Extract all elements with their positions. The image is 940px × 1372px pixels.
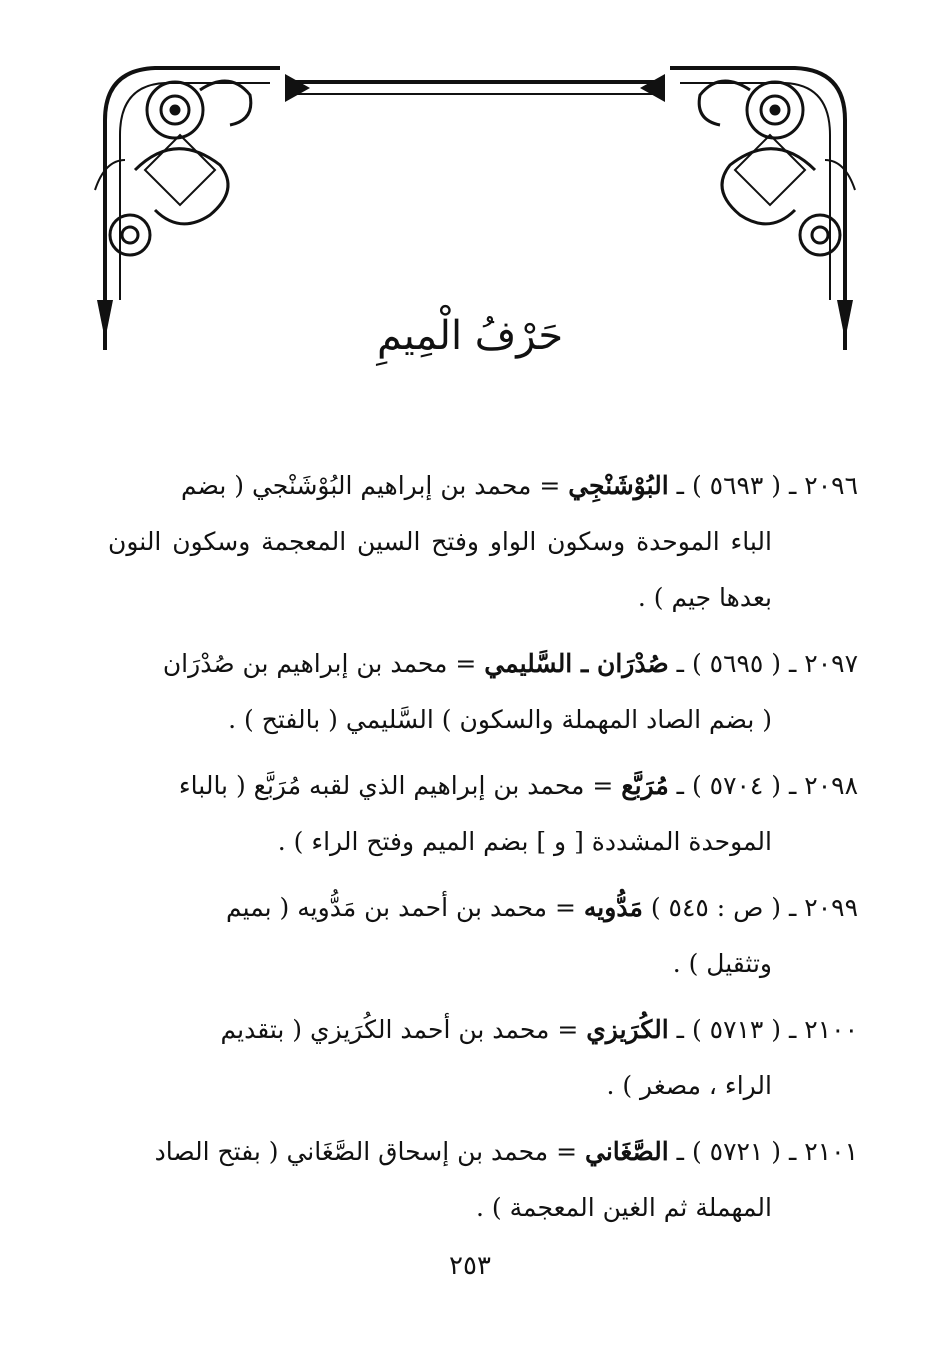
entry-number: ٢٠٩٩ bbox=[804, 893, 858, 922]
entry-keyword: الصَّغَاني bbox=[585, 1137, 669, 1166]
entry-number: ٢٠٩٦ bbox=[804, 471, 858, 500]
entry-2096: ٢٠٩٦ ـ ( ٥٦٩٣ ) ـ البُوْشَنْجِي = محمد بن إبراهيم البُوْشَنْجي ( بضم الباء الموحدة وسكون الواو وفتح السين المعجمة وسكون النون بعدها جيم ) . bbox=[108, 458, 858, 626]
page-number: ٢٥٣ bbox=[449, 1251, 491, 1281]
entry-2101: ٢١٠١ ـ ( ٥٧٢١ ) ـ الصَّغَاني = محمد بن إسحاق الصَّغَاني ( بفتح الصاد المهملة ثم الغين المعجمة ) . bbox=[108, 1124, 858, 1236]
entry-keyword: مَدُّويه bbox=[583, 893, 643, 922]
chapter-title: حَرْفُ الْمِيمِ bbox=[376, 313, 564, 359]
entry-2097: ٢٠٩٧ ـ ( ٥٦٩٥ ) ـ صُدْرَان ـ السَّليمي = محمد بن إبراهيم بن صُدْرَان ( بضم الصاد المهملة والسكون ) السَّليمي ( بالفتح ) . bbox=[108, 636, 858, 748]
entry-continuation: الراء ، مصغر ) . bbox=[606, 1071, 772, 1100]
entry-first-line: = محمد بن إبراهيم البُوْشَنْجي ( بضم bbox=[181, 471, 561, 500]
entries-list bbox=[108, 458, 858, 1246]
entry-number: ٢٠٩٧ bbox=[804, 649, 858, 678]
entry-keyword: صُدْرَان ـ السَّليمي bbox=[484, 649, 669, 678]
entry-first-line: = محمد بن إسحاق الصَّغَاني ( بفتح الصاد bbox=[154, 1137, 578, 1166]
entry-number: ٢١٠٠ bbox=[804, 1015, 858, 1044]
entry-first-line: = محمد بن إبراهيم بن صُدْرَان bbox=[162, 649, 477, 678]
entry-number: ٢٠٩٨ bbox=[804, 771, 858, 800]
entry-keyword: البُوْشَنْجِي bbox=[568, 471, 669, 500]
entry-continuation: الموحدة المشددة [ و ] بضم الميم وفتح الراء ) . bbox=[277, 827, 772, 856]
entry-ref: ( ٥٧٢١ ) bbox=[691, 1137, 782, 1166]
entry-first-line: = محمد بن إبراهيم الذي لقبه مُرَبَّع ( بالباء bbox=[178, 771, 614, 800]
entry-continuation: الباء الموحدة وسكون الواو وفتح السين المعجمة وسكون النون بعدها جيم ) . bbox=[108, 527, 772, 612]
entry-ref: ( ٥٧٠٤ ) bbox=[691, 771, 782, 800]
entry-2100: ٢١٠٠ ـ ( ٥٧١٣ ) ـ الكُرَيزي = محمد بن أحمد الكُرَيزي ( بتقديم الراء ، مصغر ) . bbox=[108, 1002, 858, 1114]
entry-first-line: = محمد بن أحمد بن مَدُّويه ( بميم bbox=[226, 893, 576, 922]
entry-ref: ( ٥٦٩٥ ) bbox=[691, 649, 782, 678]
entry-ref: ( ٥٦٩٣ ) bbox=[691, 471, 782, 500]
entry-keyword: مُرَبَّع bbox=[621, 771, 669, 800]
entry-continuation: وتثقيل ) . bbox=[672, 949, 772, 978]
entry-continuation: ( بضم الصاد المهملة والسكون ) السَّليمي ( بالفتح ) . bbox=[228, 705, 772, 734]
entry-ref: ( ٥٧١٣ ) bbox=[691, 1015, 782, 1044]
entry-continuation: المهملة ثم الغين المعجمة ) . bbox=[476, 1193, 772, 1222]
entry-first-line: = محمد بن أحمد الكُرَيزي ( بتقديم bbox=[220, 1015, 579, 1044]
entry-keyword: الكُرَيزي bbox=[586, 1015, 669, 1044]
entry-2099: ٢٠٩٩ ـ ( ص : ٥٤٥ ) مَدُّويه = محمد بن أحمد بن مَدُّويه ( بميم وتثقيل ) . bbox=[108, 880, 858, 992]
entry-number: ٢١٠١ bbox=[804, 1137, 858, 1166]
entry-ref: ( ص : ٥٤٥ ) bbox=[650, 893, 782, 922]
entry-2098: ٢٠٩٨ ـ ( ٥٧٠٤ ) ـ مُرَبَّع = محمد بن إبراهيم الذي لقبه مُرَبَّع ( بالباء الموحدة المشددة [ و ] بضم الميم وفتح الراء ) . bbox=[108, 758, 858, 870]
